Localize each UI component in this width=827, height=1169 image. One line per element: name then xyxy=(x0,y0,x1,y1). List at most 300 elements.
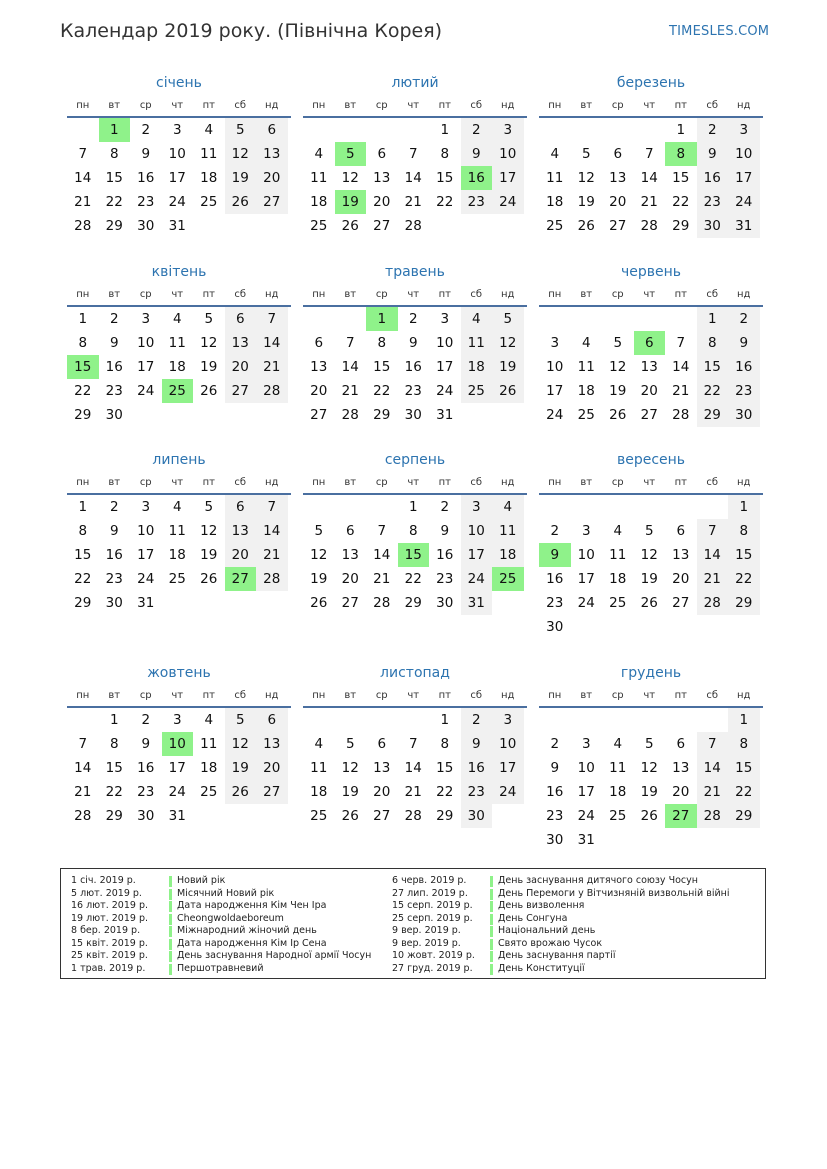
day-cell[interactable]: 10 xyxy=(728,142,760,166)
day-cell[interactable]: 30 xyxy=(436,595,454,611)
day-cell[interactable]: 23 xyxy=(404,383,422,399)
day-cell[interactable]: 25 xyxy=(609,595,627,611)
day-cell[interactable]: 9 xyxy=(550,760,560,776)
day-cell[interactable]: 7 xyxy=(697,732,729,756)
day-cell[interactable]: 27 xyxy=(256,780,288,804)
day-cell[interactable]: 4 xyxy=(314,146,324,162)
holiday-day-cell[interactable]: 25 xyxy=(162,379,194,403)
day-cell[interactable]: 23 xyxy=(105,383,123,399)
day-cell[interactable]: 27 xyxy=(341,595,359,611)
day-cell[interactable]: 18 xyxy=(609,571,627,587)
day-cell[interactable]: 19 xyxy=(609,383,627,399)
day-cell[interactable]: 10 xyxy=(577,547,595,563)
day-cell[interactable]: 11 xyxy=(168,335,186,351)
holiday-day-cell[interactable]: 1 xyxy=(99,118,131,142)
day-cell[interactable]: 22 xyxy=(74,571,92,587)
day-cell[interactable]: 9 xyxy=(697,142,729,166)
day-cell[interactable]: 4 xyxy=(172,311,182,327)
day-cell[interactable]: 20 xyxy=(310,383,328,399)
day-cell[interactable]: 12 xyxy=(200,335,218,351)
day-cell[interactable]: 24 xyxy=(492,780,524,804)
day-cell[interactable]: 4 xyxy=(314,736,324,752)
day-cell[interactable]: 22 xyxy=(373,383,391,399)
day-cell[interactable]: 31 xyxy=(137,595,155,611)
day-cell[interactable]: 1 xyxy=(440,122,450,138)
day-cell[interactable]: 15 xyxy=(672,170,690,186)
holiday-day-cell[interactable]: 10 xyxy=(162,732,194,756)
day-cell[interactable]: 16 xyxy=(105,547,123,563)
day-cell[interactable]: 7 xyxy=(256,307,288,331)
day-cell[interactable]: 18 xyxy=(461,355,493,379)
day-cell[interactable]: 7 xyxy=(697,519,729,543)
day-cell[interactable]: 10 xyxy=(492,732,524,756)
day-cell[interactable]: 27 xyxy=(672,595,690,611)
day-cell[interactable]: 23 xyxy=(546,595,564,611)
day-cell[interactable]: 8 xyxy=(109,146,119,162)
day-cell[interactable]: 1 xyxy=(697,307,729,331)
day-cell[interactable]: 29 xyxy=(728,591,760,615)
day-cell[interactable]: 26 xyxy=(200,571,218,587)
day-cell[interactable]: 17 xyxy=(461,543,493,567)
day-cell[interactable]: 4 xyxy=(550,146,560,162)
day-cell[interactable]: 21 xyxy=(697,780,729,804)
day-cell[interactable]: 17 xyxy=(577,571,595,587)
day-cell[interactable]: 8 xyxy=(697,331,729,355)
day-cell[interactable]: 26 xyxy=(609,407,627,423)
day-cell[interactable]: 10 xyxy=(492,142,524,166)
day-cell[interactable]: 9 xyxy=(109,335,119,351)
day-cell[interactable]: 23 xyxy=(461,190,493,214)
day-cell[interactable]: 14 xyxy=(256,519,288,543)
day-cell[interactable]: 11 xyxy=(168,523,186,539)
day-cell[interactable]: 29 xyxy=(728,804,760,828)
day-cell[interactable]: 6 xyxy=(377,146,387,162)
day-cell[interactable]: 8 xyxy=(78,335,88,351)
day-cell[interactable]: 11 xyxy=(577,359,595,375)
holiday-day-cell[interactable]: 5 xyxy=(335,142,367,166)
day-cell[interactable]: 25 xyxy=(609,808,627,824)
day-cell[interactable]: 1 xyxy=(440,712,450,728)
day-cell[interactable]: 22 xyxy=(436,784,454,800)
day-cell[interactable]: 5 xyxy=(204,499,214,515)
day-cell[interactable]: 15 xyxy=(373,359,391,375)
day-cell[interactable]: 25 xyxy=(200,194,218,210)
day-cell[interactable]: 13 xyxy=(225,519,257,543)
day-cell[interactable]: 23 xyxy=(546,808,564,824)
day-cell[interactable]: 29 xyxy=(105,218,123,234)
day-cell[interactable]: 8 xyxy=(728,732,760,756)
day-cell[interactable]: 21 xyxy=(74,194,92,210)
day-cell[interactable]: 29 xyxy=(105,808,123,824)
day-cell[interactable]: 25 xyxy=(200,784,218,800)
day-cell[interactable]: 20 xyxy=(341,571,359,587)
day-cell[interactable]: 5 xyxy=(613,335,623,351)
day-cell[interactable]: 4 xyxy=(461,307,493,331)
day-cell[interactable]: 23 xyxy=(137,784,155,800)
day-cell[interactable]: 4 xyxy=(172,499,182,515)
day-cell[interactable]: 30 xyxy=(546,619,564,635)
day-cell[interactable]: 16 xyxy=(697,166,729,190)
day-cell[interactable]: 9 xyxy=(728,331,760,355)
day-cell[interactable]: 12 xyxy=(341,760,359,776)
day-cell[interactable]: 6 xyxy=(377,736,387,752)
day-cell[interactable]: 7 xyxy=(408,146,418,162)
day-cell[interactable]: 9 xyxy=(440,523,450,539)
day-cell[interactable]: 8 xyxy=(440,146,450,162)
day-cell[interactable]: 3 xyxy=(172,122,182,138)
day-cell[interactable]: 18 xyxy=(310,784,328,800)
day-cell[interactable]: 12 xyxy=(609,359,627,375)
day-cell[interactable]: 13 xyxy=(373,170,391,186)
day-cell[interactable]: 18 xyxy=(609,784,627,800)
day-cell[interactable]: 20 xyxy=(225,355,257,379)
day-cell[interactable]: 28 xyxy=(697,804,729,828)
day-cell[interactable]: 7 xyxy=(377,523,387,539)
day-cell[interactable]: 21 xyxy=(74,784,92,800)
day-cell[interactable]: 8 xyxy=(78,523,88,539)
holiday-day-cell[interactable]: 16 xyxy=(461,166,493,190)
day-cell[interactable]: 30 xyxy=(137,218,155,234)
day-cell[interactable]: 19 xyxy=(200,547,218,563)
day-cell[interactable]: 26 xyxy=(640,808,658,824)
day-cell[interactable]: 14 xyxy=(404,760,422,776)
holiday-day-cell[interactable]: 27 xyxy=(225,567,257,591)
day-cell[interactable]: 25 xyxy=(546,218,564,234)
day-cell[interactable]: 2 xyxy=(697,118,729,142)
day-cell[interactable]: 19 xyxy=(225,166,257,190)
day-cell[interactable]: 14 xyxy=(697,543,729,567)
day-cell[interactable]: 19 xyxy=(577,194,595,210)
day-cell[interactable]: 5 xyxy=(581,146,591,162)
day-cell[interactable]: 15 xyxy=(74,547,92,563)
day-cell[interactable]: 8 xyxy=(109,736,119,752)
day-cell[interactable]: 18 xyxy=(577,383,595,399)
day-cell[interactable]: 31 xyxy=(577,832,595,848)
day-cell[interactable]: 25 xyxy=(168,571,186,587)
day-cell[interactable]: 12 xyxy=(225,142,257,166)
day-cell[interactable]: 29 xyxy=(373,407,391,423)
day-cell[interactable]: 26 xyxy=(341,218,359,234)
holiday-day-cell[interactable]: 6 xyxy=(634,331,666,355)
day-cell[interactable]: 13 xyxy=(341,547,359,563)
day-cell[interactable]: 15 xyxy=(436,760,454,776)
day-cell[interactable]: 7 xyxy=(256,495,288,519)
day-cell[interactable]: 20 xyxy=(256,756,288,780)
day-cell[interactable]: 3 xyxy=(492,708,524,732)
day-cell[interactable]: 14 xyxy=(697,756,729,780)
day-cell[interactable]: 16 xyxy=(404,359,422,375)
holiday-day-cell[interactable]: 15 xyxy=(398,543,430,567)
day-cell[interactable]: 18 xyxy=(492,543,524,567)
day-cell[interactable]: 9 xyxy=(461,732,493,756)
day-cell[interactable]: 28 xyxy=(74,808,92,824)
day-cell[interactable]: 3 xyxy=(440,311,450,327)
day-cell[interactable]: 1 xyxy=(408,499,418,515)
day-cell[interactable]: 24 xyxy=(728,190,760,214)
day-cell[interactable]: 12 xyxy=(640,760,658,776)
day-cell[interactable]: 31 xyxy=(461,591,493,615)
day-cell[interactable]: 16 xyxy=(728,355,760,379)
day-cell[interactable]: 23 xyxy=(461,780,493,804)
day-cell[interactable]: 24 xyxy=(546,407,564,423)
day-cell[interactable]: 3 xyxy=(581,736,591,752)
day-cell[interactable]: 26 xyxy=(200,383,218,399)
day-cell[interactable]: 23 xyxy=(105,571,123,587)
day-cell[interactable]: 2 xyxy=(141,122,151,138)
day-cell[interactable]: 28 xyxy=(404,218,422,234)
day-cell[interactable]: 5 xyxy=(204,311,214,327)
day-cell[interactable]: 19 xyxy=(492,355,524,379)
day-cell[interactable]: 15 xyxy=(105,760,123,776)
day-cell[interactable]: 17 xyxy=(546,383,564,399)
day-cell[interactable]: 16 xyxy=(546,784,564,800)
day-cell[interactable]: 1 xyxy=(676,122,686,138)
day-cell[interactable]: 17 xyxy=(436,359,454,375)
day-cell[interactable]: 8 xyxy=(377,335,387,351)
day-cell[interactable]: 5 xyxy=(314,523,324,539)
day-cell[interactable]: 20 xyxy=(640,383,658,399)
day-cell[interactable]: 18 xyxy=(200,170,218,186)
day-cell[interactable]: 23 xyxy=(697,190,729,214)
day-cell[interactable]: 29 xyxy=(74,595,92,611)
day-cell[interactable]: 10 xyxy=(577,760,595,776)
day-cell[interactable]: 16 xyxy=(137,170,155,186)
day-cell[interactable]: 14 xyxy=(373,547,391,563)
day-cell[interactable]: 13 xyxy=(256,732,288,756)
day-cell[interactable]: 11 xyxy=(492,519,524,543)
day-cell[interactable]: 21 xyxy=(640,194,658,210)
holiday-day-cell[interactable]: 9 xyxy=(539,543,571,567)
day-cell[interactable]: 7 xyxy=(644,146,654,162)
day-cell[interactable]: 23 xyxy=(436,571,454,587)
day-cell[interactable]: 16 xyxy=(546,571,564,587)
day-cell[interactable]: 1 xyxy=(728,495,760,519)
day-cell[interactable]: 28 xyxy=(74,218,92,234)
day-cell[interactable]: 30 xyxy=(461,804,493,828)
day-cell[interactable]: 1 xyxy=(728,708,760,732)
day-cell[interactable]: 15 xyxy=(105,170,123,186)
day-cell[interactable]: 17 xyxy=(137,547,155,563)
day-cell[interactable]: 27 xyxy=(373,808,391,824)
day-cell[interactable]: 10 xyxy=(168,146,186,162)
day-cell[interactable]: 18 xyxy=(168,547,186,563)
day-cell[interactable]: 7 xyxy=(78,736,88,752)
holiday-day-cell[interactable]: 15 xyxy=(67,355,99,379)
day-cell[interactable]: 29 xyxy=(672,218,690,234)
day-cell[interactable]: 4 xyxy=(613,736,623,752)
day-cell[interactable]: 2 xyxy=(728,307,760,331)
day-cell[interactable]: 7 xyxy=(78,146,88,162)
day-cell[interactable]: 5 xyxy=(644,736,654,752)
day-cell[interactable]: 13 xyxy=(640,359,658,375)
day-cell[interactable]: 11 xyxy=(609,760,627,776)
day-cell[interactable]: 3 xyxy=(728,118,760,142)
day-cell[interactable]: 2 xyxy=(461,708,493,732)
day-cell[interactable]: 26 xyxy=(341,808,359,824)
day-cell[interactable]: 13 xyxy=(225,331,257,355)
day-cell[interactable]: 26 xyxy=(577,218,595,234)
day-cell[interactable]: 11 xyxy=(609,547,627,563)
day-cell[interactable]: 24 xyxy=(137,571,155,587)
day-cell[interactable]: 13 xyxy=(672,760,690,776)
day-cell[interactable]: 13 xyxy=(609,170,627,186)
day-cell[interactable]: 9 xyxy=(408,335,418,351)
brand-link[interactable]: TIMESLES.COM xyxy=(669,24,770,39)
day-cell[interactable]: 17 xyxy=(168,170,186,186)
day-cell[interactable]: 19 xyxy=(640,784,658,800)
day-cell[interactable]: 28 xyxy=(341,407,359,423)
day-cell[interactable]: 2 xyxy=(109,311,119,327)
day-cell[interactable]: 20 xyxy=(672,784,690,800)
day-cell[interactable]: 12 xyxy=(341,170,359,186)
day-cell[interactable]: 19 xyxy=(225,756,257,780)
day-cell[interactable]: 20 xyxy=(373,784,391,800)
day-cell[interactable]: 11 xyxy=(310,760,328,776)
day-cell[interactable]: 12 xyxy=(577,170,595,186)
day-cell[interactable]: 6 xyxy=(613,146,623,162)
day-cell[interactable]: 28 xyxy=(404,808,422,824)
day-cell[interactable]: 5 xyxy=(225,708,257,732)
holiday-day-cell[interactable]: 8 xyxy=(665,142,697,166)
day-cell[interactable]: 22 xyxy=(404,571,422,587)
day-cell[interactable]: 24 xyxy=(461,567,493,591)
day-cell[interactable]: 2 xyxy=(550,736,560,752)
day-cell[interactable]: 16 xyxy=(137,760,155,776)
day-cell[interactable]: 10 xyxy=(436,335,454,351)
day-cell[interactable]: 17 xyxy=(168,760,186,776)
day-cell[interactable]: 2 xyxy=(461,118,493,142)
day-cell[interactable]: 22 xyxy=(672,194,690,210)
day-cell[interactable]: 16 xyxy=(105,359,123,375)
day-cell[interactable]: 29 xyxy=(697,403,729,427)
day-cell[interactable]: 15 xyxy=(436,170,454,186)
day-cell[interactable]: 11 xyxy=(200,146,218,162)
day-cell[interactable]: 14 xyxy=(341,359,359,375)
day-cell[interactable]: 21 xyxy=(404,194,422,210)
day-cell[interactable]: 22 xyxy=(697,379,729,403)
day-cell[interactable]: 6 xyxy=(314,335,324,351)
day-cell[interactable]: 1 xyxy=(78,311,88,327)
day-cell[interactable]: 1 xyxy=(109,712,119,728)
day-cell[interactable]: 29 xyxy=(436,808,454,824)
day-cell[interactable]: 8 xyxy=(440,736,450,752)
day-cell[interactable]: 20 xyxy=(373,194,391,210)
day-cell[interactable]: 9 xyxy=(461,142,493,166)
day-cell[interactable]: 6 xyxy=(225,495,257,519)
day-cell[interactable]: 28 xyxy=(373,595,391,611)
day-cell[interactable]: 21 xyxy=(404,784,422,800)
day-cell[interactable]: 20 xyxy=(256,166,288,190)
day-cell[interactable]: 24 xyxy=(168,784,186,800)
day-cell[interactable]: 5 xyxy=(492,307,524,331)
day-cell[interactable]: 4 xyxy=(204,712,214,728)
day-cell[interactable]: 19 xyxy=(310,571,328,587)
day-cell[interactable]: 31 xyxy=(728,214,760,238)
day-cell[interactable]: 24 xyxy=(137,383,155,399)
day-cell[interactable]: 11 xyxy=(546,170,564,186)
holiday-day-cell[interactable]: 1 xyxy=(366,307,398,331)
day-cell[interactable]: 3 xyxy=(581,523,591,539)
day-cell[interactable]: 17 xyxy=(492,166,524,190)
day-cell[interactable]: 16 xyxy=(436,547,454,563)
day-cell[interactable]: 31 xyxy=(168,808,186,824)
day-cell[interactable]: 30 xyxy=(105,595,123,611)
day-cell[interactable]: 24 xyxy=(436,383,454,399)
day-cell[interactable]: 5 xyxy=(644,523,654,539)
day-cell[interactable]: 25 xyxy=(310,808,328,824)
day-cell[interactable]: 3 xyxy=(141,311,151,327)
day-cell[interactable]: 11 xyxy=(461,331,493,355)
day-cell[interactable]: 7 xyxy=(676,335,686,351)
day-cell[interactable]: 28 xyxy=(256,379,288,403)
day-cell[interactable]: 2 xyxy=(109,499,119,515)
day-cell[interactable]: 18 xyxy=(200,760,218,776)
day-cell[interactable]: 25 xyxy=(577,407,595,423)
day-cell[interactable]: 23 xyxy=(728,379,760,403)
day-cell[interactable]: 8 xyxy=(728,519,760,543)
day-cell[interactable]: 26 xyxy=(225,190,257,214)
day-cell[interactable]: 6 xyxy=(256,118,288,142)
holiday-day-cell[interactable]: 19 xyxy=(335,190,367,214)
day-cell[interactable]: 28 xyxy=(697,591,729,615)
day-cell[interactable]: 3 xyxy=(550,335,560,351)
day-cell[interactable]: 21 xyxy=(256,355,288,379)
day-cell[interactable]: 29 xyxy=(404,595,422,611)
day-cell[interactable]: 4 xyxy=(492,495,524,519)
day-cell[interactable]: 27 xyxy=(256,190,288,214)
day-cell[interactable]: 12 xyxy=(492,331,524,355)
day-cell[interactable]: 30 xyxy=(546,832,564,848)
day-cell[interactable]: 10 xyxy=(137,335,155,351)
day-cell[interactable]: 4 xyxy=(204,122,214,138)
day-cell[interactable]: 6 xyxy=(676,736,686,752)
day-cell[interactable]: 15 xyxy=(728,756,760,780)
day-cell[interactable]: 15 xyxy=(728,543,760,567)
day-cell[interactable]: 21 xyxy=(697,567,729,591)
day-cell[interactable]: 2 xyxy=(141,712,151,728)
day-cell[interactable]: 5 xyxy=(345,736,355,752)
day-cell[interactable]: 6 xyxy=(225,307,257,331)
day-cell[interactable]: 16 xyxy=(461,756,493,780)
day-cell[interactable]: 7 xyxy=(345,335,355,351)
day-cell[interactable]: 7 xyxy=(408,736,418,752)
day-cell[interactable]: 18 xyxy=(546,194,564,210)
day-cell[interactable]: 18 xyxy=(310,194,328,210)
day-cell[interactable]: 28 xyxy=(672,407,690,423)
day-cell[interactable]: 24 xyxy=(577,595,595,611)
day-cell[interactable]: 23 xyxy=(137,194,155,210)
day-cell[interactable]: 30 xyxy=(697,214,729,238)
day-cell[interactable]: 9 xyxy=(141,736,151,752)
day-cell[interactable]: 18 xyxy=(168,359,186,375)
day-cell[interactable]: 10 xyxy=(546,359,564,375)
day-cell[interactable]: 29 xyxy=(74,407,92,423)
day-cell[interactable]: 8 xyxy=(408,523,418,539)
day-cell[interactable]: 27 xyxy=(609,218,627,234)
day-cell[interactable]: 24 xyxy=(577,808,595,824)
day-cell[interactable]: 6 xyxy=(256,708,288,732)
day-cell[interactable]: 26 xyxy=(640,595,658,611)
day-cell[interactable]: 20 xyxy=(609,194,627,210)
day-cell[interactable]: 4 xyxy=(613,523,623,539)
day-cell[interactable]: 27 xyxy=(640,407,658,423)
day-cell[interactable]: 24 xyxy=(492,190,524,214)
day-cell[interactable]: 21 xyxy=(672,383,690,399)
day-cell[interactable]: 17 xyxy=(137,359,155,375)
day-cell[interactable]: 2 xyxy=(408,311,418,327)
day-cell[interactable]: 19 xyxy=(200,359,218,375)
day-cell[interactable]: 26 xyxy=(225,780,257,804)
